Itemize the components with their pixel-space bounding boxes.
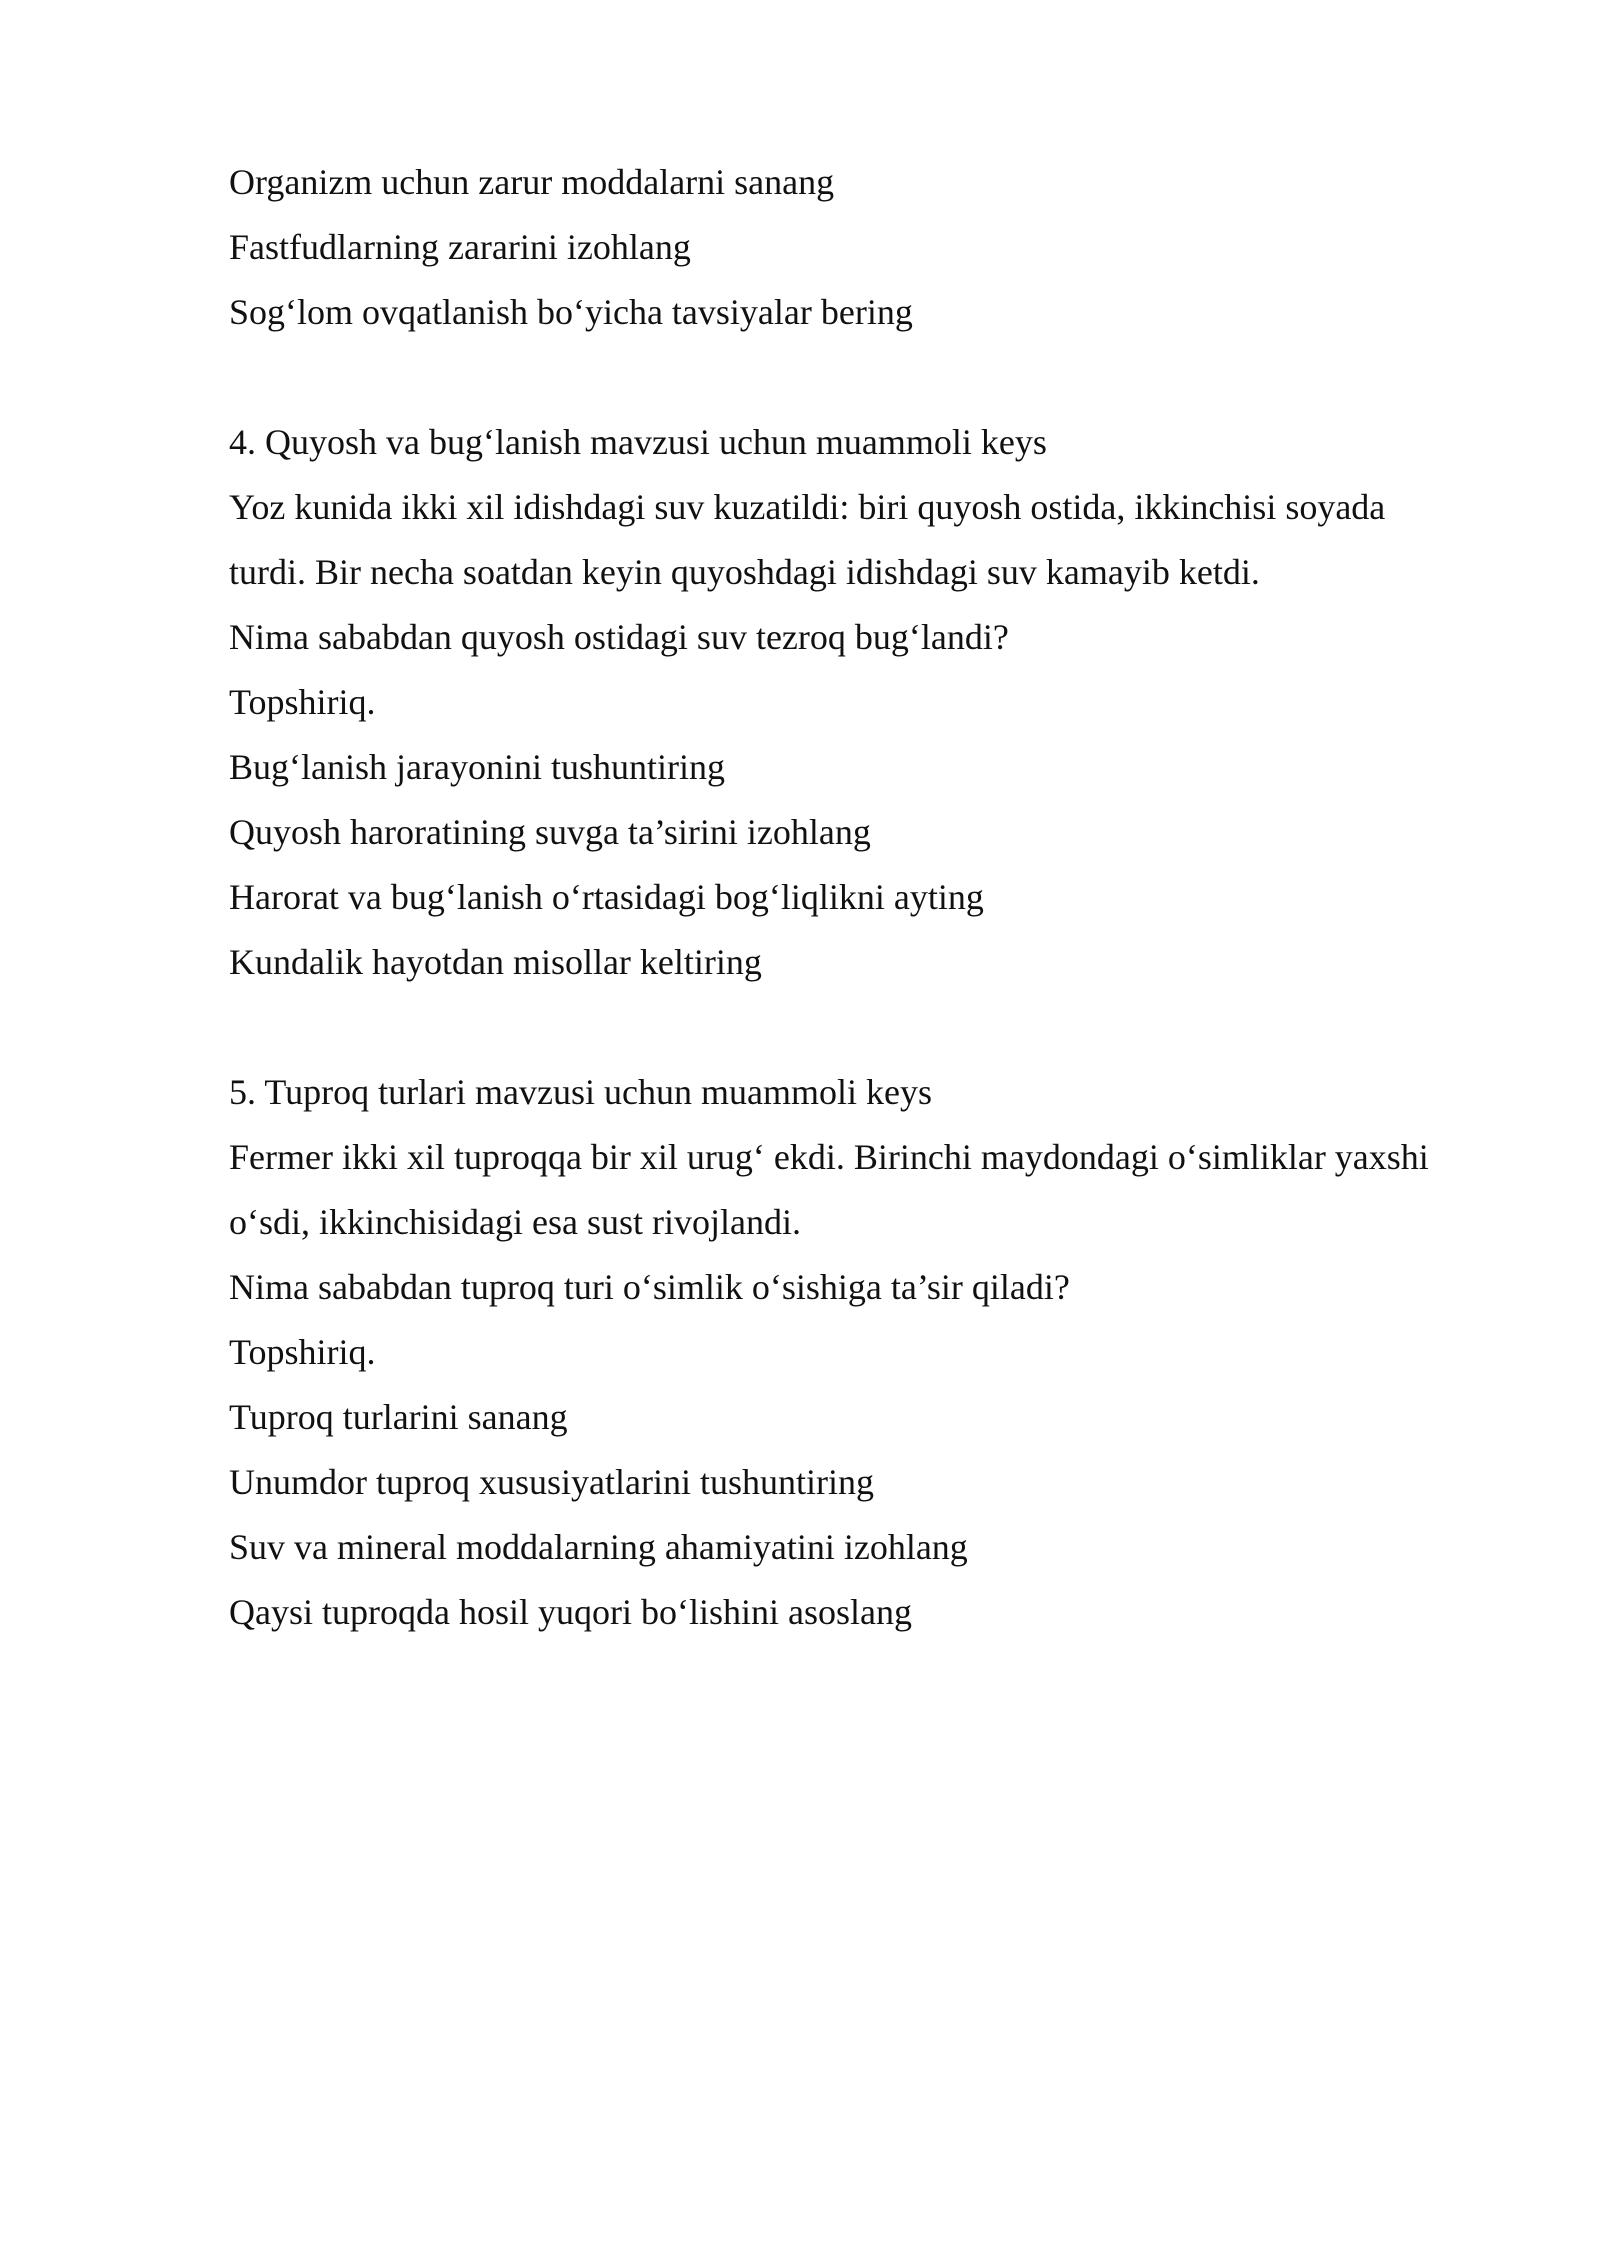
case-text: turdi. Bir necha soatdan keyin quyoshdagi idishdagi suv kamayib ketdi. <box>229 552 1260 592</box>
paragraph-gap <box>229 995 1529 1060</box>
task-label: Topshiriq. <box>229 682 376 722</box>
task-item: Organizm uchun zarur moddalarni sanang <box>229 162 835 202</box>
task-label: Topshiriq. <box>229 1332 376 1372</box>
section-heading: 4. Quyosh va bug‘lanish mavzusi uchun muammoli keys <box>229 422 1047 462</box>
task-item: Tuproq turlarini sanang <box>229 1397 568 1437</box>
case-question: Nima sababdan quyosh ostidagi suv tezroq bug‘landi? <box>229 617 1009 657</box>
document-page <box>229 150 1529 1645</box>
case-text: Yoz kunida ikki xil idishdagi suv kuzatildi: biri quyosh ostida, ikkinchisi soyada <box>229 487 1386 527</box>
case-text: o‘sdi, ikkinchisidagi esa sust rivojlandi. <box>229 1202 801 1242</box>
task-item: Harorat va bug‘lanish o‘rtasidagi bog‘liqlikni ayting <box>229 877 984 917</box>
section-5 <box>229 1060 1529 1645</box>
case-question: Nima sababdan tuproq turi o‘simlik o‘sishiga ta’sir qiladi? <box>229 1267 1070 1307</box>
section-heading: 5. Tuproq turlari mavzusi uchun muammoli keys <box>229 1072 932 1112</box>
section-4 <box>229 410 1529 995</box>
task-item: Kundalik hayotdan misollar keltiring <box>229 942 762 982</box>
section-3-tasks <box>229 150 1529 345</box>
task-item: Sog‘lom ovqatlanish bo‘yicha tavsiyalar bering <box>229 292 913 332</box>
task-item: Bug‘lanish jarayonini tushuntiring <box>229 747 725 787</box>
case-text: Fermer ikki xil tuproqqa bir xil urug‘ ekdi. Birinchi maydondagi o‘simliklar yaxshi <box>229 1137 1429 1177</box>
task-item: Unumdor tuproq xususiyatlarini tushuntiring <box>229 1462 874 1502</box>
task-item: Suv va mineral moddalarning ahamiyatini izohlang <box>229 1527 968 1567</box>
paragraph-gap <box>229 345 1529 410</box>
task-item: Quyosh haroratining suvga ta’sirini izohlang <box>229 812 871 852</box>
task-item: Fastfudlarning zararini izohlang <box>229 227 691 267</box>
task-item: Qaysi tuproqda hosil yuqori bo‘lishini asoslang <box>229 1592 912 1632</box>
